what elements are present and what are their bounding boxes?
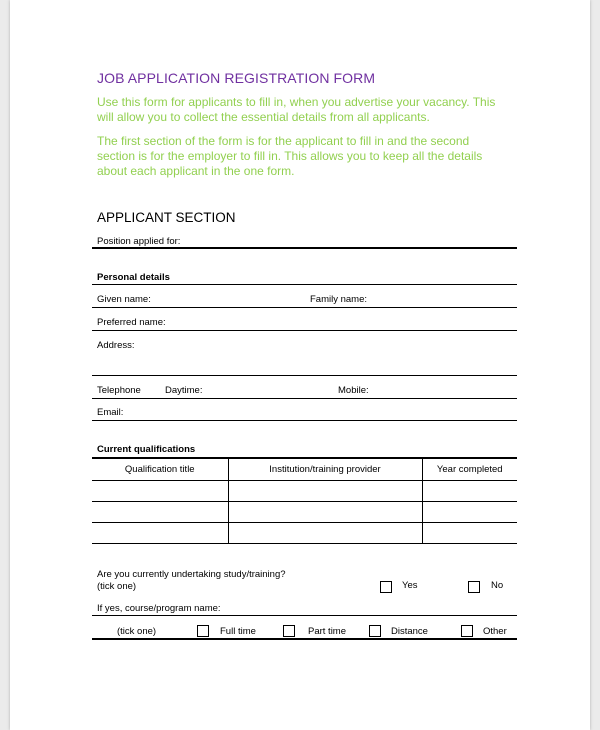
document-page — [10, 0, 590, 730]
email-label: Email: — [97, 407, 124, 418]
yes-checkbox[interactable] — [380, 581, 392, 593]
intro-paragraph-2 — [97, 134, 507, 179]
qualifications-heading: Current qualifications — [97, 444, 196, 455]
email-field-line[interactable] — [92, 420, 517, 421]
yes-label: Yes — [402, 580, 418, 591]
intro-line: The first section of the form is for the applicant to fill in and the second — [97, 134, 470, 148]
position-label: Position applied for: — [97, 236, 181, 247]
tick-one-label: (tick one) — [97, 581, 137, 592]
position-field-line[interactable] — [92, 247, 517, 249]
full-time-label: Full time — [220, 626, 256, 637]
daytime-label: Daytime: — [165, 385, 203, 396]
part-time-checkbox[interactable] — [283, 625, 295, 637]
table-row — [92, 523, 517, 544]
distance-checkbox[interactable] — [369, 625, 381, 637]
part-time-label: Part time — [308, 626, 347, 637]
given-name-label: Given name: — [97, 294, 151, 305]
table-cell[interactable] — [228, 502, 422, 523]
telephone-label: Telephone — [97, 385, 141, 396]
table-cell[interactable] — [92, 523, 228, 544]
personal-details-heading: Personal details — [97, 272, 170, 283]
table-cell[interactable] — [422, 481, 517, 502]
table-cell[interactable] — [422, 523, 517, 544]
column-header-qualification-title: Qualification title — [92, 458, 228, 481]
table-row — [92, 481, 517, 502]
telephone-field-line[interactable] — [92, 398, 517, 399]
full-time-checkbox[interactable] — [197, 625, 209, 637]
table-cell[interactable] — [92, 481, 228, 502]
address-label: Address: — [97, 340, 135, 351]
table-cell[interactable] — [228, 523, 422, 544]
applicant-section-heading: APPLICANT SECTION — [97, 210, 236, 225]
form-title: JOB APPLICATION REGISTRATION FORM — [97, 70, 376, 86]
name-field-line[interactable] — [92, 307, 517, 308]
course-name-field-line[interactable] — [92, 615, 517, 616]
other-checkbox[interactable] — [461, 625, 473, 637]
intro-line: Use this form for applicants to fill in, when you advertise your vacancy. This — [97, 95, 496, 109]
column-header-year-completed: Year completed — [422, 458, 517, 481]
table-header-row — [92, 458, 517, 481]
other-label: Other — [483, 626, 507, 637]
intro-line: about each applicant in the one form. — [97, 164, 295, 178]
no-checkbox[interactable] — [468, 581, 480, 593]
preferred-name-label: Preferred name: — [97, 317, 166, 328]
study-question: Are you currently undertaking study/training? — [97, 569, 286, 580]
mobile-label: Mobile: — [338, 385, 369, 396]
course-name-label: If yes, course/program name: — [97, 603, 221, 614]
tick-one-label-2: (tick one) — [117, 626, 157, 637]
qualifications-table — [92, 457, 517, 544]
table-cell[interactable] — [228, 481, 422, 502]
family-name-label: Family name: — [310, 294, 368, 305]
table-row — [92, 502, 517, 523]
intro-line: will allow you to collect the essential details from all applicants. — [97, 110, 430, 124]
intro-line: section is for the employer to fill in. This allows you to keep all the details — [97, 149, 483, 163]
table-cell[interactable] — [92, 502, 228, 523]
intro-paragraph-1 — [97, 95, 507, 125]
no-label: No — [491, 580, 504, 591]
preferred-name-field-line[interactable] — [92, 330, 517, 331]
divider — [92, 284, 517, 285]
divider — [92, 638, 517, 640]
distance-label: Distance — [391, 626, 428, 637]
address-field-line[interactable] — [92, 375, 517, 376]
table-cell[interactable] — [422, 502, 517, 523]
column-header-institution: Institution/training provider — [228, 458, 422, 481]
